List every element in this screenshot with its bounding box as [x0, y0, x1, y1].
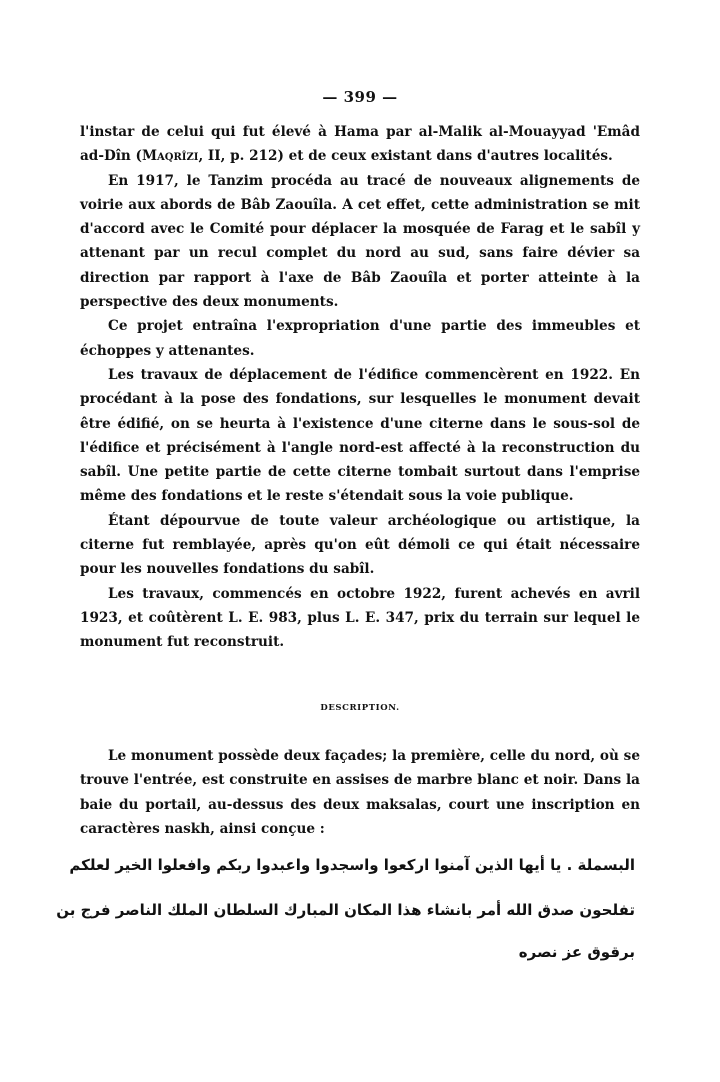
arabic-inscription-line-3: برقوق عز نصره: [518, 943, 635, 961]
arabic-inscription-line-1: البسملة . يا أيها الذين آمنوا اركعوا واسجدوا واعبدوا ربكم وافعلوا الخير لعلكم: [69, 856, 635, 874]
paragraph-1-start: l'instar de celui qui fut élevé à Hama par al-Malik al-Mouayyad 'Emâd ad-Dîn (: [80, 124, 640, 165]
description-paragraph: Le monument possède deux façades; la première, celle du nord, où se trouve l'entrée, est construite en assises de marbre blanc et noir. Dans la baie du portail, au-dessus des deux maksalas, court une inscription en caractères naskh, ainsi conçue :: [80, 748, 640, 837]
paragraph-4: Les travaux de déplacement de l'édifice commencèrent en 1922. En procédant à la pose des fondations, sur lesquelles le monument devait être édifié, on se heurta à l'existence d'une citerne dans le sous-sol de l'édifice et précisément à l'angle nord-est affecté à la reconstruction du sabîl. Une petite partie de cette citerne tombait surtout dans l'emprise même des fondations et le reste s'étendait sous la voie publique.: [80, 366, 640, 505]
body-text: [80, 120, 640, 655]
paragraph-6: Les travaux, commencés en octobre 1922, furent achevés en avril 1923, et coûtèrent L. E. 983, plus L. E. 347, prix du terrain sur lequel le monument fut reconstruit.: [80, 585, 640, 651]
description-text: [80, 744, 640, 841]
paragraph-1-end: , II, p. 212) et de ceux existant dans d'autres localités.: [198, 148, 613, 165]
paragraph-2: En 1917, le Tanzim procéda au tracé de nouveaux alignements de voirie aux abords de Bâb Zaouîla. A cet effet, cette administration se mit d'accord avec le Comité pour déplacer la mosquée de Farag et le sabîl y attenant par un recul complet du nord au sud, sans faire dévier sa direction par rapport à l'axe de Bâb Zaouîla et porter atteinte à la perspective des deux monuments.: [80, 172, 640, 311]
section-heading: DESCRIPTION.: [320, 703, 400, 713]
arabic-inscription-line-2: تفلحون صدق الله أمر بانشاء هذا المكان المبارك السلطان الملك الناصر فرج بن: [56, 901, 635, 919]
paragraph-1: [80, 120, 640, 169]
citation-author: Maqrîzi: [141, 148, 199, 165]
paragraph-5: Étant dépourvue de toute valeur archéologique ou artistique, la citerne fut remblayée, après qu'on eût démoli ce qui était nécessaire pour les nouvelles fondations du sabîl.: [80, 512, 640, 578]
page-number: — 399 —: [322, 88, 398, 106]
paragraph-3: Ce projet entraîna l'expropriation d'une partie des immeubles et échoppes y attenantes.: [80, 318, 640, 359]
